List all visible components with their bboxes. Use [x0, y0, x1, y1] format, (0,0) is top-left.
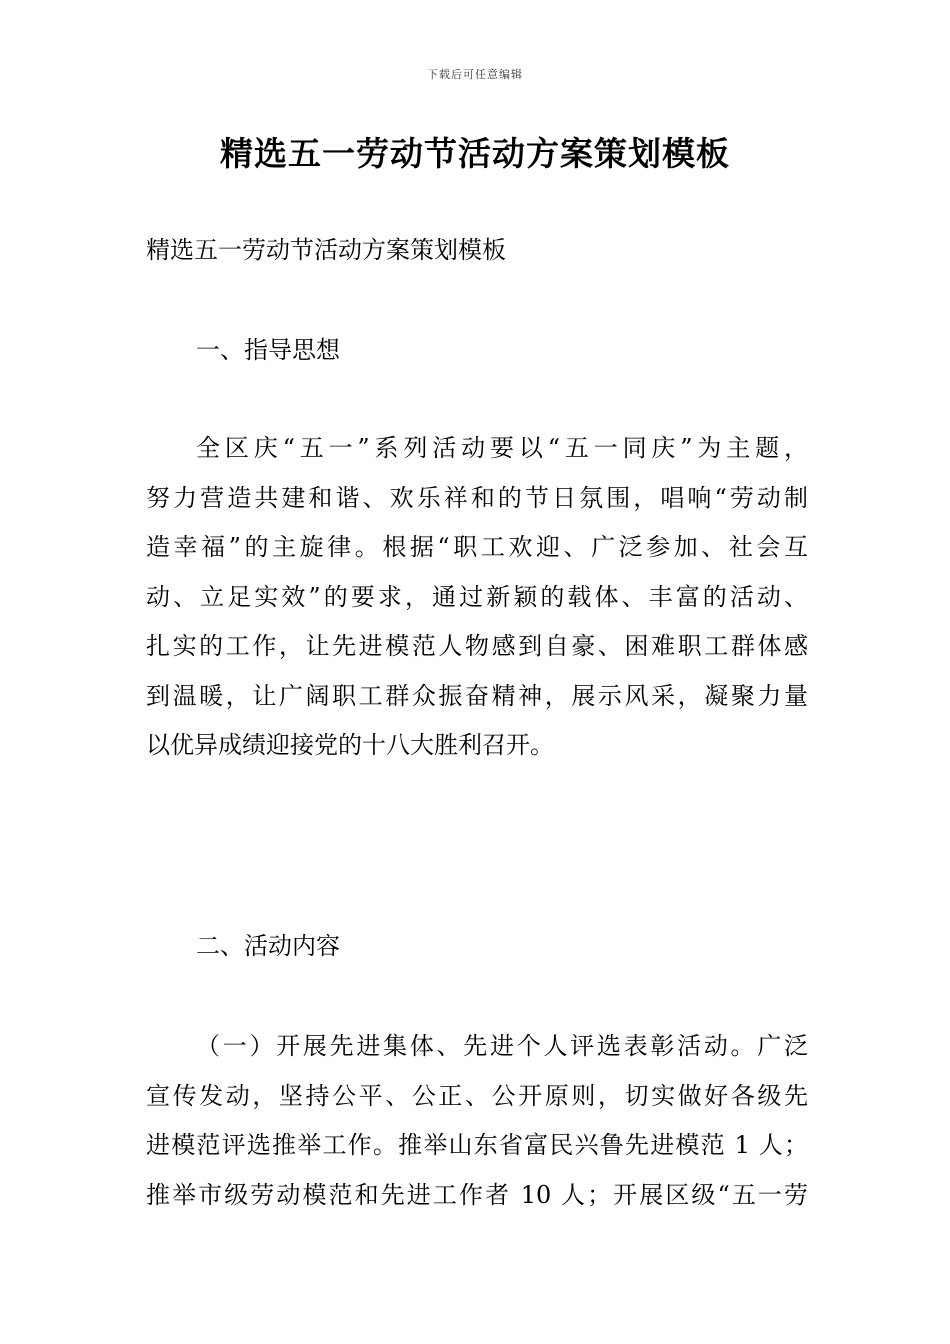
paragraph-activity-content [146, 1022, 808, 1220]
paragraph-line: 推举市级劳动模范和先进工作者 10 人；开展区级“五一劳 [146, 1180, 808, 1209]
section-heading-guiding-thought: 一、指导思想 [196, 336, 340, 364]
paragraph-line: 到温暖，让广阔职工群众振奋精神，展示风采，凝聚力量 [146, 681, 808, 710]
paragraph-line: 动、立足实效”的要求，通过新颖的载体、丰富的活动、 [146, 582, 808, 611]
paragraph-line: 宣传发动，坚持公平、公正、公开原则，切实做好各级先 [146, 1081, 808, 1110]
document-title: 精选五一劳动节活动方案策划模板 [220, 134, 730, 173]
paragraph-line: 全区庆“五一”系列活动要以“五一同庆”为主题， [196, 434, 808, 462]
document-subtitle: 精选五一劳动节活动方案策划模板 [146, 236, 506, 264]
header-note: 下载后可任意编辑 [427, 68, 523, 81]
paragraph-line: 努力营造共建和谐、欢乐祥和的节日氛围，唱响“劳动制 [146, 483, 808, 512]
section-heading-activity-content: 二、活动内容 [196, 932, 340, 960]
paragraph-line: 以优异成绩迎接党的十八大胜利召开。 [146, 731, 554, 759]
paragraph-guiding-thought [146, 424, 808, 771]
paragraph-line: 造幸福”的主旋律。根据“职工欢迎、广泛参加、社会互 [146, 533, 808, 561]
paragraph-line: 进模范评选推举工作。推举山东省富民兴鲁先进模范 1 人； [146, 1131, 808, 1159]
paragraph-line: 扎实的工作，让先进模范人物感到自豪、困难职工群体感 [146, 632, 808, 660]
paragraph-line: （一）开展先进集体、先进个人评选表彰活动。广泛 [196, 1032, 808, 1060]
